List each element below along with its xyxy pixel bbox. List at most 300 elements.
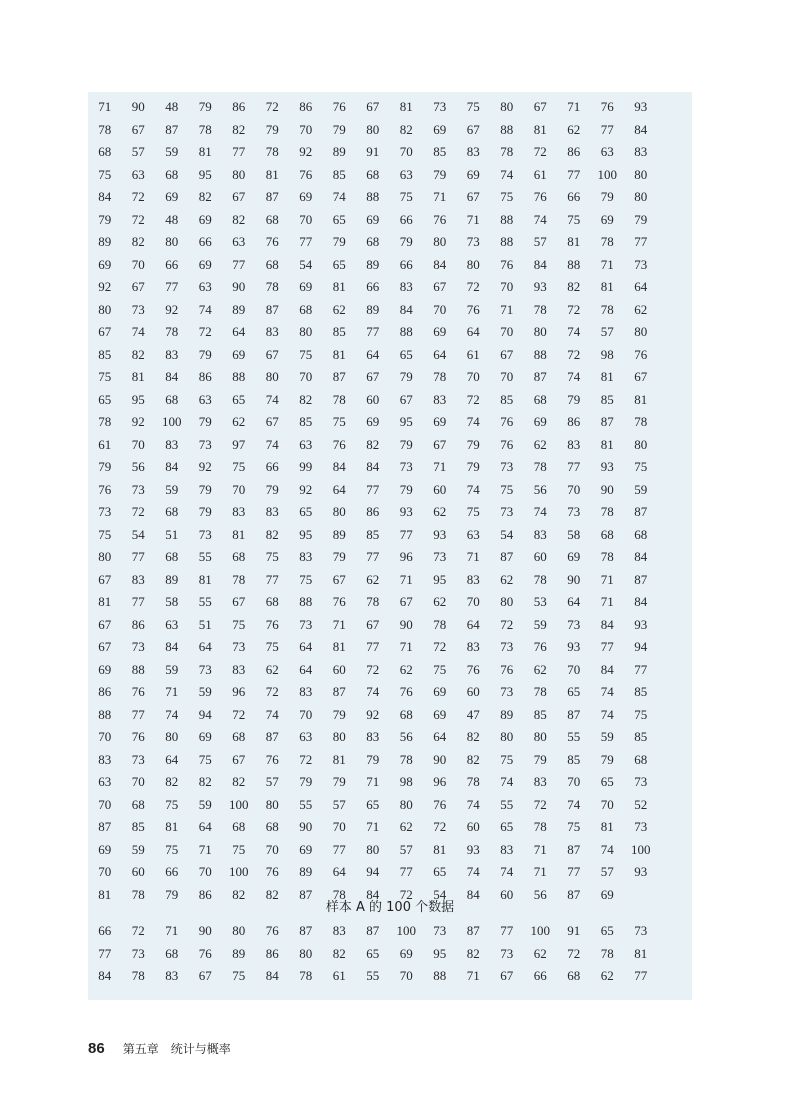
data-value: 58 xyxy=(567,526,581,542)
data-value: 76 xyxy=(500,436,514,452)
data-value: 74 xyxy=(600,684,614,699)
data-value: 96 xyxy=(232,684,246,699)
data-value: 68 xyxy=(265,594,279,609)
data-value: 73 xyxy=(399,459,413,474)
data-value: 88 xyxy=(500,211,514,227)
data-value: 99 xyxy=(299,459,313,474)
data-value: 87 xyxy=(265,729,279,744)
data-value: 100 xyxy=(530,923,550,938)
data-value: 85 xyxy=(299,414,313,429)
data-value: 90 xyxy=(232,279,246,294)
data-value: 71 xyxy=(332,616,346,632)
data-value: 67 xyxy=(366,616,380,632)
data-value: 75 xyxy=(98,526,112,542)
data-value: 82 xyxy=(232,211,246,227)
data-value: 61 xyxy=(332,968,346,983)
data-value: 69 xyxy=(299,279,313,294)
data-value: 77 xyxy=(299,234,313,249)
data-value: 80 xyxy=(634,189,648,204)
data-value: 71 xyxy=(466,211,480,227)
data-value: 95 xyxy=(198,166,212,182)
data-value: 80 xyxy=(232,923,246,938)
data-value: 74 xyxy=(198,301,212,317)
data-value: 67 xyxy=(98,324,112,339)
data-value: 93 xyxy=(634,616,648,632)
sample-a-row xyxy=(88,636,692,659)
data-value: 84 xyxy=(634,121,648,137)
data-value: 90 xyxy=(131,99,145,114)
data-value: 73 xyxy=(634,256,648,272)
data-value: 83 xyxy=(466,144,480,159)
data-value: 92 xyxy=(131,414,145,429)
data-value: 75 xyxy=(466,99,480,114)
data-value: 81 xyxy=(98,594,112,609)
data-value: 84 xyxy=(165,369,179,384)
data-value: 80 xyxy=(98,301,112,317)
data-value: 64 xyxy=(366,346,380,362)
data-value: 70 xyxy=(299,121,313,137)
data-value: 81 xyxy=(600,819,614,834)
data-value: 76 xyxy=(265,923,279,938)
data-value: 71 xyxy=(399,571,413,587)
data-value: 83 xyxy=(634,144,648,159)
data-value: 89 xyxy=(232,301,246,317)
data-value: 70 xyxy=(232,481,246,497)
data-value: 87 xyxy=(265,189,279,204)
data-value: 72 xyxy=(198,324,212,339)
data-value: 85 xyxy=(634,684,648,699)
data-value: 81 xyxy=(165,819,179,834)
data-value: 74 xyxy=(600,841,614,857)
data-value: 56 xyxy=(399,729,413,744)
data-value: 72 xyxy=(500,616,514,632)
data-value: 78 xyxy=(299,968,313,983)
data-value: 83 xyxy=(466,571,480,587)
data-value: 77 xyxy=(131,706,145,722)
data-value: 89 xyxy=(299,864,313,879)
data-value: 77 xyxy=(600,121,614,137)
data-value: 64 xyxy=(466,616,480,632)
data-value: 78 xyxy=(332,391,346,407)
data-value: 83 xyxy=(299,684,313,699)
data-value: 73 xyxy=(567,504,581,519)
data-value: 75 xyxy=(232,841,246,857)
data-value: 68 xyxy=(165,945,179,961)
data-value: 57 xyxy=(332,796,346,812)
data-value: 77 xyxy=(634,968,648,983)
data-value: 66 xyxy=(165,256,179,272)
data-value: 59 xyxy=(165,661,179,677)
data-value: 69 xyxy=(466,166,480,182)
data-value: 81 xyxy=(399,99,413,114)
data-value: 87 xyxy=(567,841,581,857)
data-value: 74 xyxy=(466,414,480,429)
data-value: 100 xyxy=(162,414,182,429)
data-value: 87 xyxy=(265,301,279,317)
data-value: 69 xyxy=(98,661,112,677)
data-value: 70 xyxy=(466,594,480,609)
data-value: 62 xyxy=(433,594,447,609)
data-value: 71 xyxy=(533,841,547,857)
data-value: 70 xyxy=(466,369,480,384)
sample-b-row xyxy=(88,920,692,943)
data-value: 86 xyxy=(299,99,313,114)
data-value: 95 xyxy=(433,945,447,961)
data-value: 59 xyxy=(198,796,212,812)
data-value: 75 xyxy=(500,481,514,497)
data-value: 90 xyxy=(600,481,614,497)
data-value: 69 xyxy=(433,706,447,722)
data-value: 84 xyxy=(265,968,279,983)
data-value: 87 xyxy=(500,549,514,564)
data-value: 71 xyxy=(433,459,447,474)
data-value: 83 xyxy=(332,923,346,938)
data-value: 76 xyxy=(634,346,648,362)
data-value: 79 xyxy=(366,751,380,767)
data-value: 68 xyxy=(165,504,179,519)
data-value: 69 xyxy=(533,414,547,429)
data-value: 68 xyxy=(265,819,279,834)
data-value: 68 xyxy=(366,234,380,249)
data-value: 77 xyxy=(98,945,112,961)
data-value: 79 xyxy=(399,369,413,384)
data-value: 82 xyxy=(131,346,145,362)
data-value: 75 xyxy=(98,369,112,384)
data-value: 69 xyxy=(98,256,112,272)
data-value: 70 xyxy=(600,796,614,812)
data-value: 70 xyxy=(299,369,313,384)
data-value: 86 xyxy=(232,99,246,114)
data-value: 91 xyxy=(366,144,380,159)
data-value: 100 xyxy=(396,923,416,938)
data-value: 72 xyxy=(366,661,380,677)
data-value: 60 xyxy=(466,684,480,699)
data-value: 71 xyxy=(165,923,179,938)
data-value: 57 xyxy=(265,774,279,789)
data-value: 76 xyxy=(466,301,480,317)
data-value: 51 xyxy=(165,526,179,542)
data-value: 74 xyxy=(500,864,514,879)
data-value: 69 xyxy=(299,841,313,857)
data-value: 81 xyxy=(634,391,648,407)
data-value: 78 xyxy=(634,414,648,429)
data-value: 78 xyxy=(131,886,145,902)
data-value: 82 xyxy=(299,391,313,407)
sample-a-row xyxy=(88,164,692,187)
data-value: 82 xyxy=(198,189,212,204)
sample-a-caption: 样本 A 的 100 个数据 xyxy=(325,900,455,915)
data-value: 64 xyxy=(433,346,447,362)
data-value: 75 xyxy=(332,414,346,429)
data-value: 86 xyxy=(567,144,581,159)
data-value: 89 xyxy=(98,234,112,249)
data-value: 63 xyxy=(198,391,212,407)
sample-a-row xyxy=(88,816,692,839)
data-value: 70 xyxy=(500,279,514,294)
data-value: 48 xyxy=(165,99,179,114)
data-value: 75 xyxy=(634,706,648,722)
data-value: 71 xyxy=(533,864,547,879)
data-value: 87 xyxy=(634,504,648,519)
data-value: 78 xyxy=(600,549,614,564)
data-value: 79 xyxy=(600,751,614,767)
data-value: 72 xyxy=(466,391,480,407)
data-value: 55 xyxy=(366,968,380,983)
data-value: 75 xyxy=(634,459,648,474)
data-value: 76 xyxy=(98,481,112,497)
sample-a-row xyxy=(88,591,692,614)
sample-a-row xyxy=(88,411,692,434)
data-value: 69 xyxy=(433,324,447,339)
data-value: 74 xyxy=(165,706,179,722)
data-value: 78 xyxy=(265,279,279,294)
data-value: 75 xyxy=(299,346,313,362)
sample-a-row xyxy=(88,524,692,547)
data-value: 70 xyxy=(299,706,313,722)
data-value: 72 xyxy=(533,796,547,812)
data-value: 84 xyxy=(466,886,480,902)
data-value: 92 xyxy=(366,706,380,722)
data-value: 68 xyxy=(165,549,179,564)
data-value: 71 xyxy=(366,774,380,789)
data-value: 82 xyxy=(232,774,246,789)
data-value: 55 xyxy=(198,594,212,609)
data-value: 80 xyxy=(332,504,346,519)
sample-a-row xyxy=(88,749,692,772)
data-value: 62 xyxy=(332,301,346,317)
data-value: 74 xyxy=(500,774,514,789)
data-value: 81 xyxy=(232,526,246,542)
data-value: 83 xyxy=(433,391,447,407)
data-value: 71 xyxy=(399,639,413,654)
page-footer xyxy=(88,1040,231,1057)
data-value: 76 xyxy=(299,166,313,182)
sample-a-row xyxy=(88,96,692,119)
data-value: 68 xyxy=(634,751,648,767)
data-value: 71 xyxy=(366,819,380,834)
data-value: 73 xyxy=(299,616,313,632)
data-value: 78 xyxy=(366,594,380,609)
data-value: 79 xyxy=(433,166,447,182)
sample-a-row xyxy=(88,726,692,749)
sample-a-grid xyxy=(88,96,692,906)
data-value: 72 xyxy=(567,346,581,362)
data-value: 62 xyxy=(232,414,246,429)
data-value: 72 xyxy=(131,211,145,227)
sample-a-row xyxy=(88,659,692,682)
data-value: 69 xyxy=(198,211,212,227)
data-value: 77 xyxy=(232,144,246,159)
data-value: 92 xyxy=(299,144,313,159)
data-value: 79 xyxy=(567,391,581,407)
data-value: 66 xyxy=(533,968,547,983)
data-value: 79 xyxy=(165,886,179,902)
data-value: 65 xyxy=(232,391,246,407)
data-value: 68 xyxy=(165,391,179,407)
data-value: 72 xyxy=(299,751,313,767)
data-value: 72 xyxy=(232,706,246,722)
data-value: 78 xyxy=(232,571,246,587)
data-value: 76 xyxy=(131,684,145,699)
data-value: 84 xyxy=(332,459,346,474)
data-value: 73 xyxy=(131,301,145,317)
data-value: 64 xyxy=(567,594,581,609)
sample-a-row xyxy=(88,771,692,794)
data-value: 81 xyxy=(533,121,547,137)
data-value: 64 xyxy=(198,819,212,834)
data-value: 75 xyxy=(500,189,514,204)
data-value: 74 xyxy=(533,504,547,519)
chapter-label: 第五章 xyxy=(122,1042,159,1056)
data-value: 70 xyxy=(98,729,112,744)
data-value: 73 xyxy=(433,923,447,938)
data-value: 90 xyxy=(567,571,581,587)
data-value: 93 xyxy=(634,99,648,114)
sample-a-row xyxy=(88,344,692,367)
data-value: 81 xyxy=(198,144,212,159)
data-value: 78 xyxy=(165,324,179,339)
data-value: 73 xyxy=(567,616,581,632)
data-value: 79 xyxy=(332,121,346,137)
data-value: 56 xyxy=(533,886,547,902)
data-value: 79 xyxy=(299,774,313,789)
data-value: 63 xyxy=(466,526,480,542)
data-value: 68 xyxy=(232,549,246,564)
data-value: 62 xyxy=(634,301,648,317)
data-value: 74 xyxy=(265,391,279,407)
data-value: 57 xyxy=(600,324,614,339)
data-value: 77 xyxy=(366,639,380,654)
data-value: 78 xyxy=(533,571,547,587)
data-value: 73 xyxy=(500,945,514,961)
data-value: 72 xyxy=(131,923,145,938)
data-value: 67 xyxy=(533,99,547,114)
data-value: 76 xyxy=(433,796,447,812)
data-value: 81 xyxy=(567,234,581,249)
data-value: 77 xyxy=(500,923,514,938)
data-value: 100 xyxy=(229,796,249,812)
data-value: 59 xyxy=(600,729,614,744)
data-value: 79 xyxy=(600,189,614,204)
data-value: 71 xyxy=(466,968,480,983)
data-value: 57 xyxy=(533,234,547,249)
data-value: 75 xyxy=(265,639,279,654)
data-value: 73 xyxy=(634,923,648,938)
data-value: 74 xyxy=(332,189,346,204)
data-value: 84 xyxy=(366,459,380,474)
data-value: 77 xyxy=(366,324,380,339)
data-value: 59 xyxy=(165,481,179,497)
data-value: 83 xyxy=(399,279,413,294)
data-value: 63 xyxy=(232,234,246,249)
data-value: 81 xyxy=(600,369,614,384)
data-value: 75 xyxy=(567,819,581,834)
data-value: 82 xyxy=(567,279,581,294)
data-value: 89 xyxy=(232,945,246,961)
data-value: 88 xyxy=(131,661,145,677)
data-value: 75 xyxy=(232,616,246,632)
data-value: 64 xyxy=(299,639,313,654)
data-value: 77 xyxy=(265,571,279,587)
data-value: 69 xyxy=(399,945,413,961)
data-value: 67 xyxy=(634,369,648,384)
data-value: 93 xyxy=(399,504,413,519)
data-value: 87 xyxy=(332,684,346,699)
sample-b-grid xyxy=(88,920,692,988)
data-value: 71 xyxy=(567,99,581,114)
data-value: 80 xyxy=(634,166,648,182)
data-value: 85 xyxy=(567,751,581,767)
data-value: 66 xyxy=(366,279,380,294)
data-value: 70 xyxy=(98,796,112,812)
sample-a-row xyxy=(88,209,692,232)
data-value: 77 xyxy=(600,639,614,654)
data-value: 70 xyxy=(433,301,447,317)
data-value: 69 xyxy=(198,729,212,744)
sample-a-row xyxy=(88,186,692,209)
data-value: 84 xyxy=(366,886,380,902)
data-value: 83 xyxy=(265,324,279,339)
data-value: 72 xyxy=(567,945,581,961)
data-value: 79 xyxy=(332,549,346,564)
data-value: 86 xyxy=(567,414,581,429)
data-value: 78 xyxy=(265,144,279,159)
data-value: 62 xyxy=(399,661,413,677)
data-value: 55 xyxy=(567,729,581,744)
data-value: 81 xyxy=(332,279,346,294)
data-value: 75 xyxy=(299,571,313,587)
data-value: 83 xyxy=(533,526,547,542)
data-value: 81 xyxy=(131,369,145,384)
data-value: 60 xyxy=(332,661,346,677)
data-value: 92 xyxy=(98,279,112,294)
data-value: 70 xyxy=(500,369,514,384)
data-value: 88 xyxy=(500,234,514,249)
data-value: 61 xyxy=(466,346,480,362)
data-value: 71 xyxy=(165,684,179,699)
sample-a-row xyxy=(88,861,692,884)
data-value: 67 xyxy=(433,279,447,294)
data-value: 73 xyxy=(433,549,447,564)
data-value: 62 xyxy=(533,436,547,452)
data-value: 73 xyxy=(198,661,212,677)
data-value: 73 xyxy=(98,504,112,519)
data-value: 62 xyxy=(399,819,413,834)
data-value: 64 xyxy=(198,639,212,654)
data-value: 77 xyxy=(634,234,648,249)
sample-a-row xyxy=(88,479,692,502)
data-value: 80 xyxy=(533,729,547,744)
data-value: 59 xyxy=(533,616,547,632)
data-value: 88 xyxy=(366,189,380,204)
data-value: 82 xyxy=(232,121,246,137)
data-value: 76 xyxy=(500,414,514,429)
data-value: 73 xyxy=(131,945,145,961)
data-value: 71 xyxy=(600,256,614,272)
data-value: 93 xyxy=(600,459,614,474)
data-value: 87 xyxy=(366,923,380,938)
data-value: 75 xyxy=(466,504,480,519)
data-value: 76 xyxy=(265,751,279,767)
data-value: 74 xyxy=(366,684,380,699)
data-value: 83 xyxy=(567,436,581,452)
data-value: 74 xyxy=(265,436,279,452)
data-value: 62 xyxy=(567,121,581,137)
data-value: 78 xyxy=(332,886,346,902)
data-value: 80 xyxy=(232,166,246,182)
sample-a-row xyxy=(88,456,692,479)
data-value: 73 xyxy=(500,639,514,654)
